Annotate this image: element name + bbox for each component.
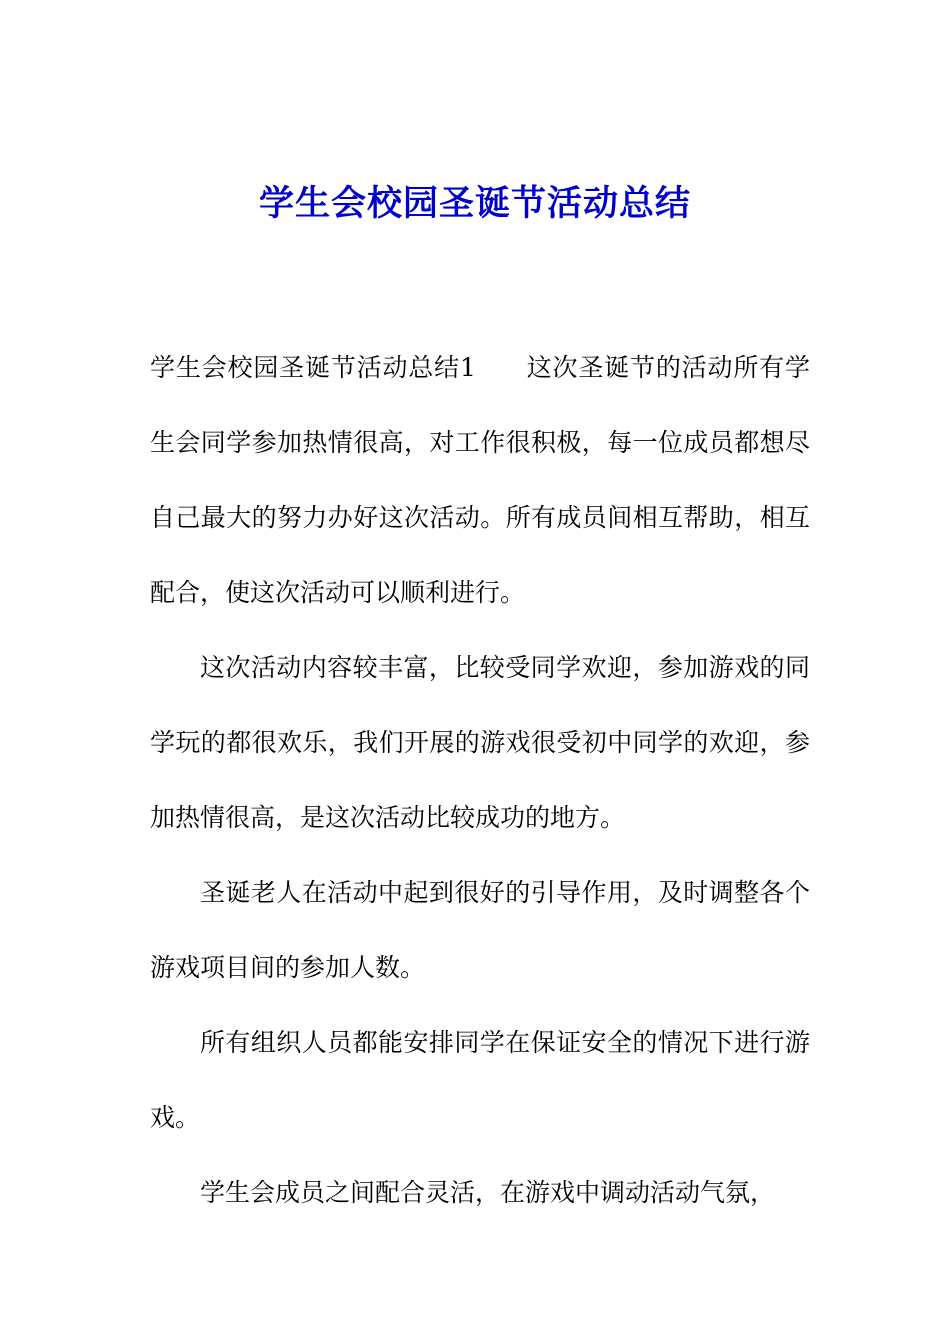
paragraph-1-text: 这次圣诞节的活动所有学生会同学参加热情很高，对工作很积极，每一位成员都想尽自己最大的努力办好这次活动。所有成员间相互帮助，相互配合，使这次活动可以顺利进行。 xyxy=(150,353,810,607)
paragraph-4: 所有组织人员都能安排同学在保证安全的情况下进行游戏。 xyxy=(150,1028,810,1132)
section-heading: 学生会校园圣诞节活动总结1 xyxy=(150,353,476,382)
paragraph-3: 圣诞老人在活动中起到很好的引导作用，及时调整各个游戏项目间的参加人数。 xyxy=(150,878,810,982)
paragraph-2: 这次活动内容较丰富，比较受同学欢迎，参加游戏的同学玩的都很欢乐，我们开展的游戏很受初中同学的欢迎，参加热情很高，是这次活动比较成功的地方。 xyxy=(150,653,810,832)
paragraph-5: 学生会成员之间配合灵活，在游戏中调动活动气氛， xyxy=(200,1178,776,1207)
document-title: 学生会校园圣诞节活动总结 xyxy=(258,184,691,224)
paragraph-1 xyxy=(150,330,810,630)
document-body xyxy=(150,330,810,1230)
